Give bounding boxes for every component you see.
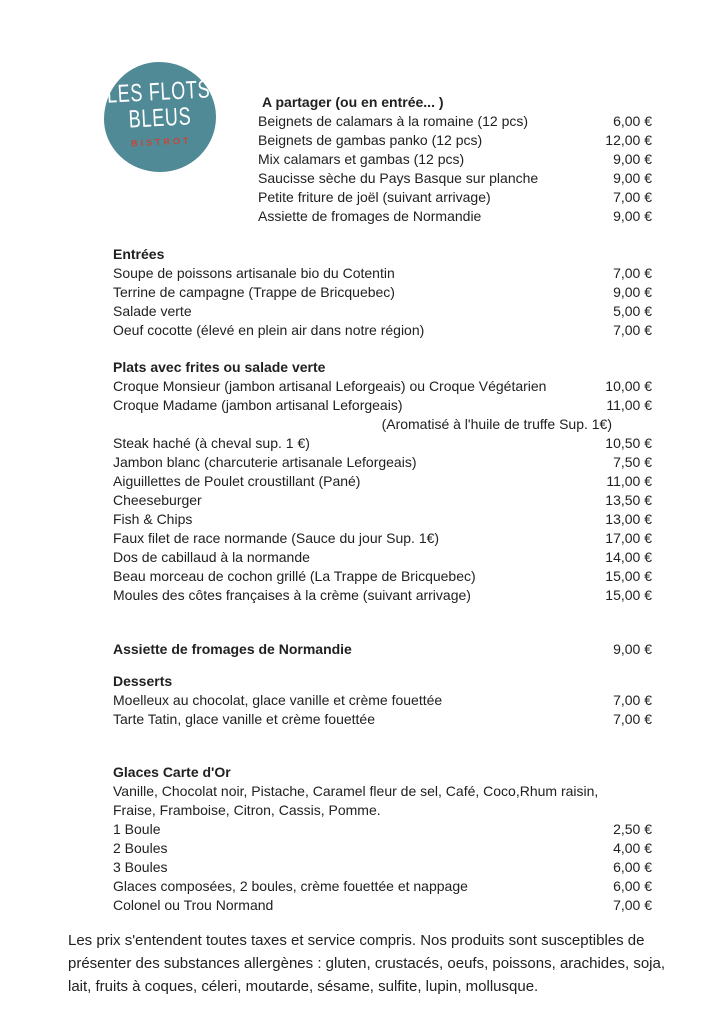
item-name: Colonel ou Trou Normand xyxy=(113,897,274,913)
item-price: 6,00 € xyxy=(613,859,652,875)
section-items xyxy=(113,640,652,659)
menu-item-row xyxy=(113,264,652,283)
section-heading: Glaces Carte d'Or xyxy=(113,764,231,780)
menu-item-row xyxy=(113,529,652,548)
menu-item-row xyxy=(258,112,652,131)
item-name: Croque Monsieur (jambon artisanal Leforgeais) ou Croque Végétarien xyxy=(113,378,547,394)
item-name: Moelleux au chocolat, glace vanille et crème fouettée xyxy=(113,692,443,708)
flavors-line2: Fraise, Framboise, Citron, Cassis, Pomme. xyxy=(113,802,381,818)
menu-item-row xyxy=(258,150,652,169)
restaurant-logo xyxy=(104,62,216,172)
item-name: Tarte Tatin, glace vanille et crème fouettée xyxy=(113,711,376,727)
item-price: 7,00 € xyxy=(613,322,652,338)
menu-item-row xyxy=(113,896,652,915)
logo-subtitle: BISTROT xyxy=(130,134,192,149)
item-name: 3 Boules xyxy=(113,859,168,875)
item-price: 2,50 € xyxy=(613,821,652,837)
item-name: 1 Boule xyxy=(113,821,161,837)
item-name: Aiguillettes de Poulet croustillant (Pané) xyxy=(113,473,361,489)
menu-item-row xyxy=(113,839,652,858)
menu-item-row xyxy=(113,321,652,340)
flavors-line1: Vanille, Chocolat noir, Pistache, Caramel fleur de sel, Café, Coco,Rhum raisin, xyxy=(113,783,599,799)
menu-note-text: (Aromatisé à l'huile de truffe Sup. 1€) xyxy=(381,416,612,432)
item-name: Salade verte xyxy=(113,303,192,319)
menu-item-row xyxy=(113,472,652,491)
item-price: 17,00 € xyxy=(605,530,652,546)
item-name: Cheeseburger xyxy=(113,492,202,508)
menu-item-row xyxy=(113,586,652,605)
section-entrees xyxy=(113,245,652,340)
item-price: 11,00 € xyxy=(606,397,652,413)
item-price: 7,00 € xyxy=(613,692,652,708)
item-price: 14,00 € xyxy=(605,549,652,565)
section-items xyxy=(113,264,652,340)
section-glaces xyxy=(113,763,652,915)
menu-item-row xyxy=(113,396,652,415)
menu-item-row xyxy=(113,434,652,453)
item-price: 15,00 € xyxy=(605,568,652,584)
item-price: 11,00 € xyxy=(606,473,652,489)
menu-item-row xyxy=(113,691,652,710)
item-price: 6,00 € xyxy=(613,113,652,129)
section-heading: Desserts xyxy=(113,673,173,689)
section-heading: Plats avec frites ou salade verte xyxy=(113,359,326,375)
section-heading: Entrées xyxy=(113,246,165,262)
item-name: Steak haché (à cheval sup. 1 €) xyxy=(113,435,310,451)
item-price: 10,50 € xyxy=(605,435,652,451)
section-heading: A partager (ou en entrée... ) xyxy=(262,94,444,110)
item-name: 2 Boules xyxy=(113,840,168,856)
item-price: 7,00 € xyxy=(613,189,652,205)
menu-item-row xyxy=(113,877,652,896)
item-price: 13,00 € xyxy=(605,511,652,527)
section-items xyxy=(258,112,652,226)
item-name: Jambon blanc (charcuterie artisanale Leforgeais) xyxy=(113,454,417,470)
item-price: 7,00 € xyxy=(613,897,652,913)
item-name: Petite friture de joël (suivant arrivage) xyxy=(258,189,491,205)
item-price: 7,00 € xyxy=(613,265,652,281)
menu-item-row xyxy=(113,283,652,302)
section-items xyxy=(113,377,652,605)
item-price: 5,00 € xyxy=(613,303,652,319)
item-name: Terrine de campagne (Trappe de Bricquebec) xyxy=(113,284,395,300)
logo-title-line2: BLEUS xyxy=(128,101,193,134)
item-name: Glaces composées, 2 boules, crème fouettée et nappage xyxy=(113,878,468,894)
section-a-partager xyxy=(258,93,652,226)
item-price: 9,00 € xyxy=(613,284,652,300)
item-price: 7,50 € xyxy=(613,454,652,470)
item-name: Dos de cabillaud à la normande xyxy=(113,549,310,565)
menu-item-row xyxy=(113,453,652,472)
menu-item-row xyxy=(113,548,652,567)
menu-item-row xyxy=(113,567,652,586)
item-price: 9,00 € xyxy=(613,641,652,657)
item-name: Oeuf cocotte (élevé en plein air dans notre région) xyxy=(113,322,425,338)
logo-text-group xyxy=(86,75,233,155)
item-name: Faux filet de race normande (Sauce du jour Sup. 1€) xyxy=(113,530,440,546)
item-name: Assiette de fromages de Normandie xyxy=(258,208,482,224)
menu-item-row xyxy=(258,131,652,150)
menu-item-row xyxy=(113,510,652,529)
menu-note-row xyxy=(113,415,652,434)
section-desserts xyxy=(113,672,652,729)
item-name: Beau morceau de cochon grillé (La Trappe de Bricquebec) xyxy=(113,568,476,584)
menu-item-row xyxy=(113,491,652,510)
item-price: 9,00 € xyxy=(613,151,652,167)
menu-item-row xyxy=(113,302,652,321)
item-name: Assiette de fromages de Normandie xyxy=(113,641,352,657)
item-name: Moules des côtes françaises à la crème (suivant arrivage) xyxy=(113,587,471,603)
item-name: Mix calamars et gambas (12 pcs) xyxy=(258,151,465,167)
section-items xyxy=(113,820,652,915)
item-price: 6,00 € xyxy=(613,878,652,894)
menu-item-row xyxy=(113,820,652,839)
item-price: 7,00 € xyxy=(613,711,652,727)
item-price: 9,00 € xyxy=(613,170,652,186)
logo-title-line1: LES FLOTS xyxy=(106,74,212,109)
item-name: Saucisse sèche du Pays Basque sur planche xyxy=(258,170,539,186)
item-price: 15,00 € xyxy=(605,587,652,603)
menu-item-row xyxy=(113,377,652,396)
item-price: 10,00 € xyxy=(605,378,652,394)
menu-item-row xyxy=(258,169,652,188)
item-name: Beignets de gambas panko (12 pcs) xyxy=(258,132,483,148)
section-items xyxy=(113,691,652,729)
footer-allergens-note: Les prix s'entendent toutes taxes et service compris. Nos produits sont susceptibles de présenter des substances allergènes : gluten, crustacés, oeufs, poissons, arachides, soja, lait, fruits à coques, céleri, moutarde, sésame, sulfite, lupin, mollusque. xyxy=(68,932,666,995)
item-name: Fish & Chips xyxy=(113,511,193,527)
item-name: Soupe de poissons artisanale bio du Cotentin xyxy=(113,265,395,281)
item-price: 13,50 € xyxy=(605,492,652,508)
item-price: 9,00 € xyxy=(613,208,652,224)
menu-item-row xyxy=(113,710,652,729)
item-price: 4,00 € xyxy=(613,840,652,856)
section-fromages xyxy=(113,640,652,659)
menu-item-row xyxy=(258,207,652,226)
item-name: Croque Madame (jambon artisanal Leforgeais) xyxy=(113,397,403,413)
item-price: 12,00 € xyxy=(605,132,652,148)
menu-item-row xyxy=(113,640,652,659)
menu-item-row xyxy=(258,188,652,207)
item-name: Beignets de calamars à la romaine (12 pcs) xyxy=(258,113,529,129)
section-plats xyxy=(113,358,652,605)
menu-item-row xyxy=(113,858,652,877)
